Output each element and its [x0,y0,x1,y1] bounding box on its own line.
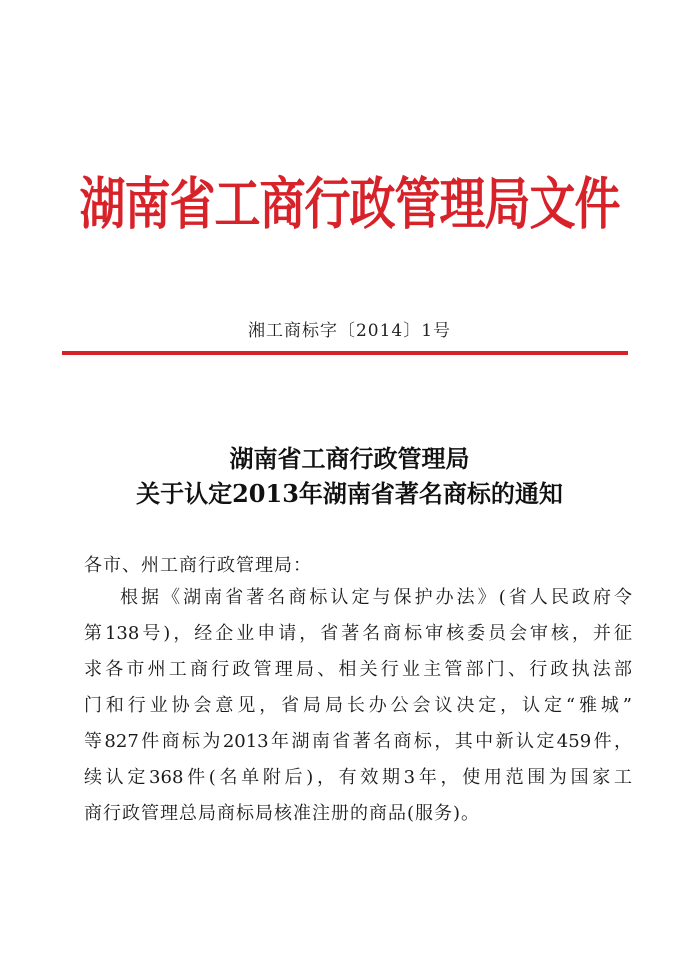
red-divider [62,351,628,355]
agency-title: 湖南省工商行政管理局文件 [79,170,620,237]
document-number: 湘工商标字〔2014〕1号 [247,321,452,341]
body-line: 等827件商标为2013年湖南省著名商标，其中新认定459件， [84,731,632,752]
salutation: 各市、州工商行政管理局： [84,555,312,576]
notice-title-line2: 关于认定2013年湖南省著名商标的通知 [136,479,563,508]
body-line: 第138号)，经企业申请，省著名商标审核委员会审核，并征 [84,623,632,644]
notice-title-line1: 湖南省工商行政管理局 [229,444,470,473]
body-line: 续认定368件(名单附后)，有效期3年，使用范围为国家工 [84,767,632,788]
body-line: 根据《湖南省著名商标认定与保护办法》(省人民政府令 [120,587,632,608]
body-line: 商行政管理总局商标局核准注册的商品(服务)。 [84,803,481,824]
body-line: 门和行业协会意见，省局局长办公会议决定，认定“雅城” [84,695,632,716]
body-line: 求各市州工商行政管理局、相关行业主管部门、行政执法部 [84,659,632,680]
